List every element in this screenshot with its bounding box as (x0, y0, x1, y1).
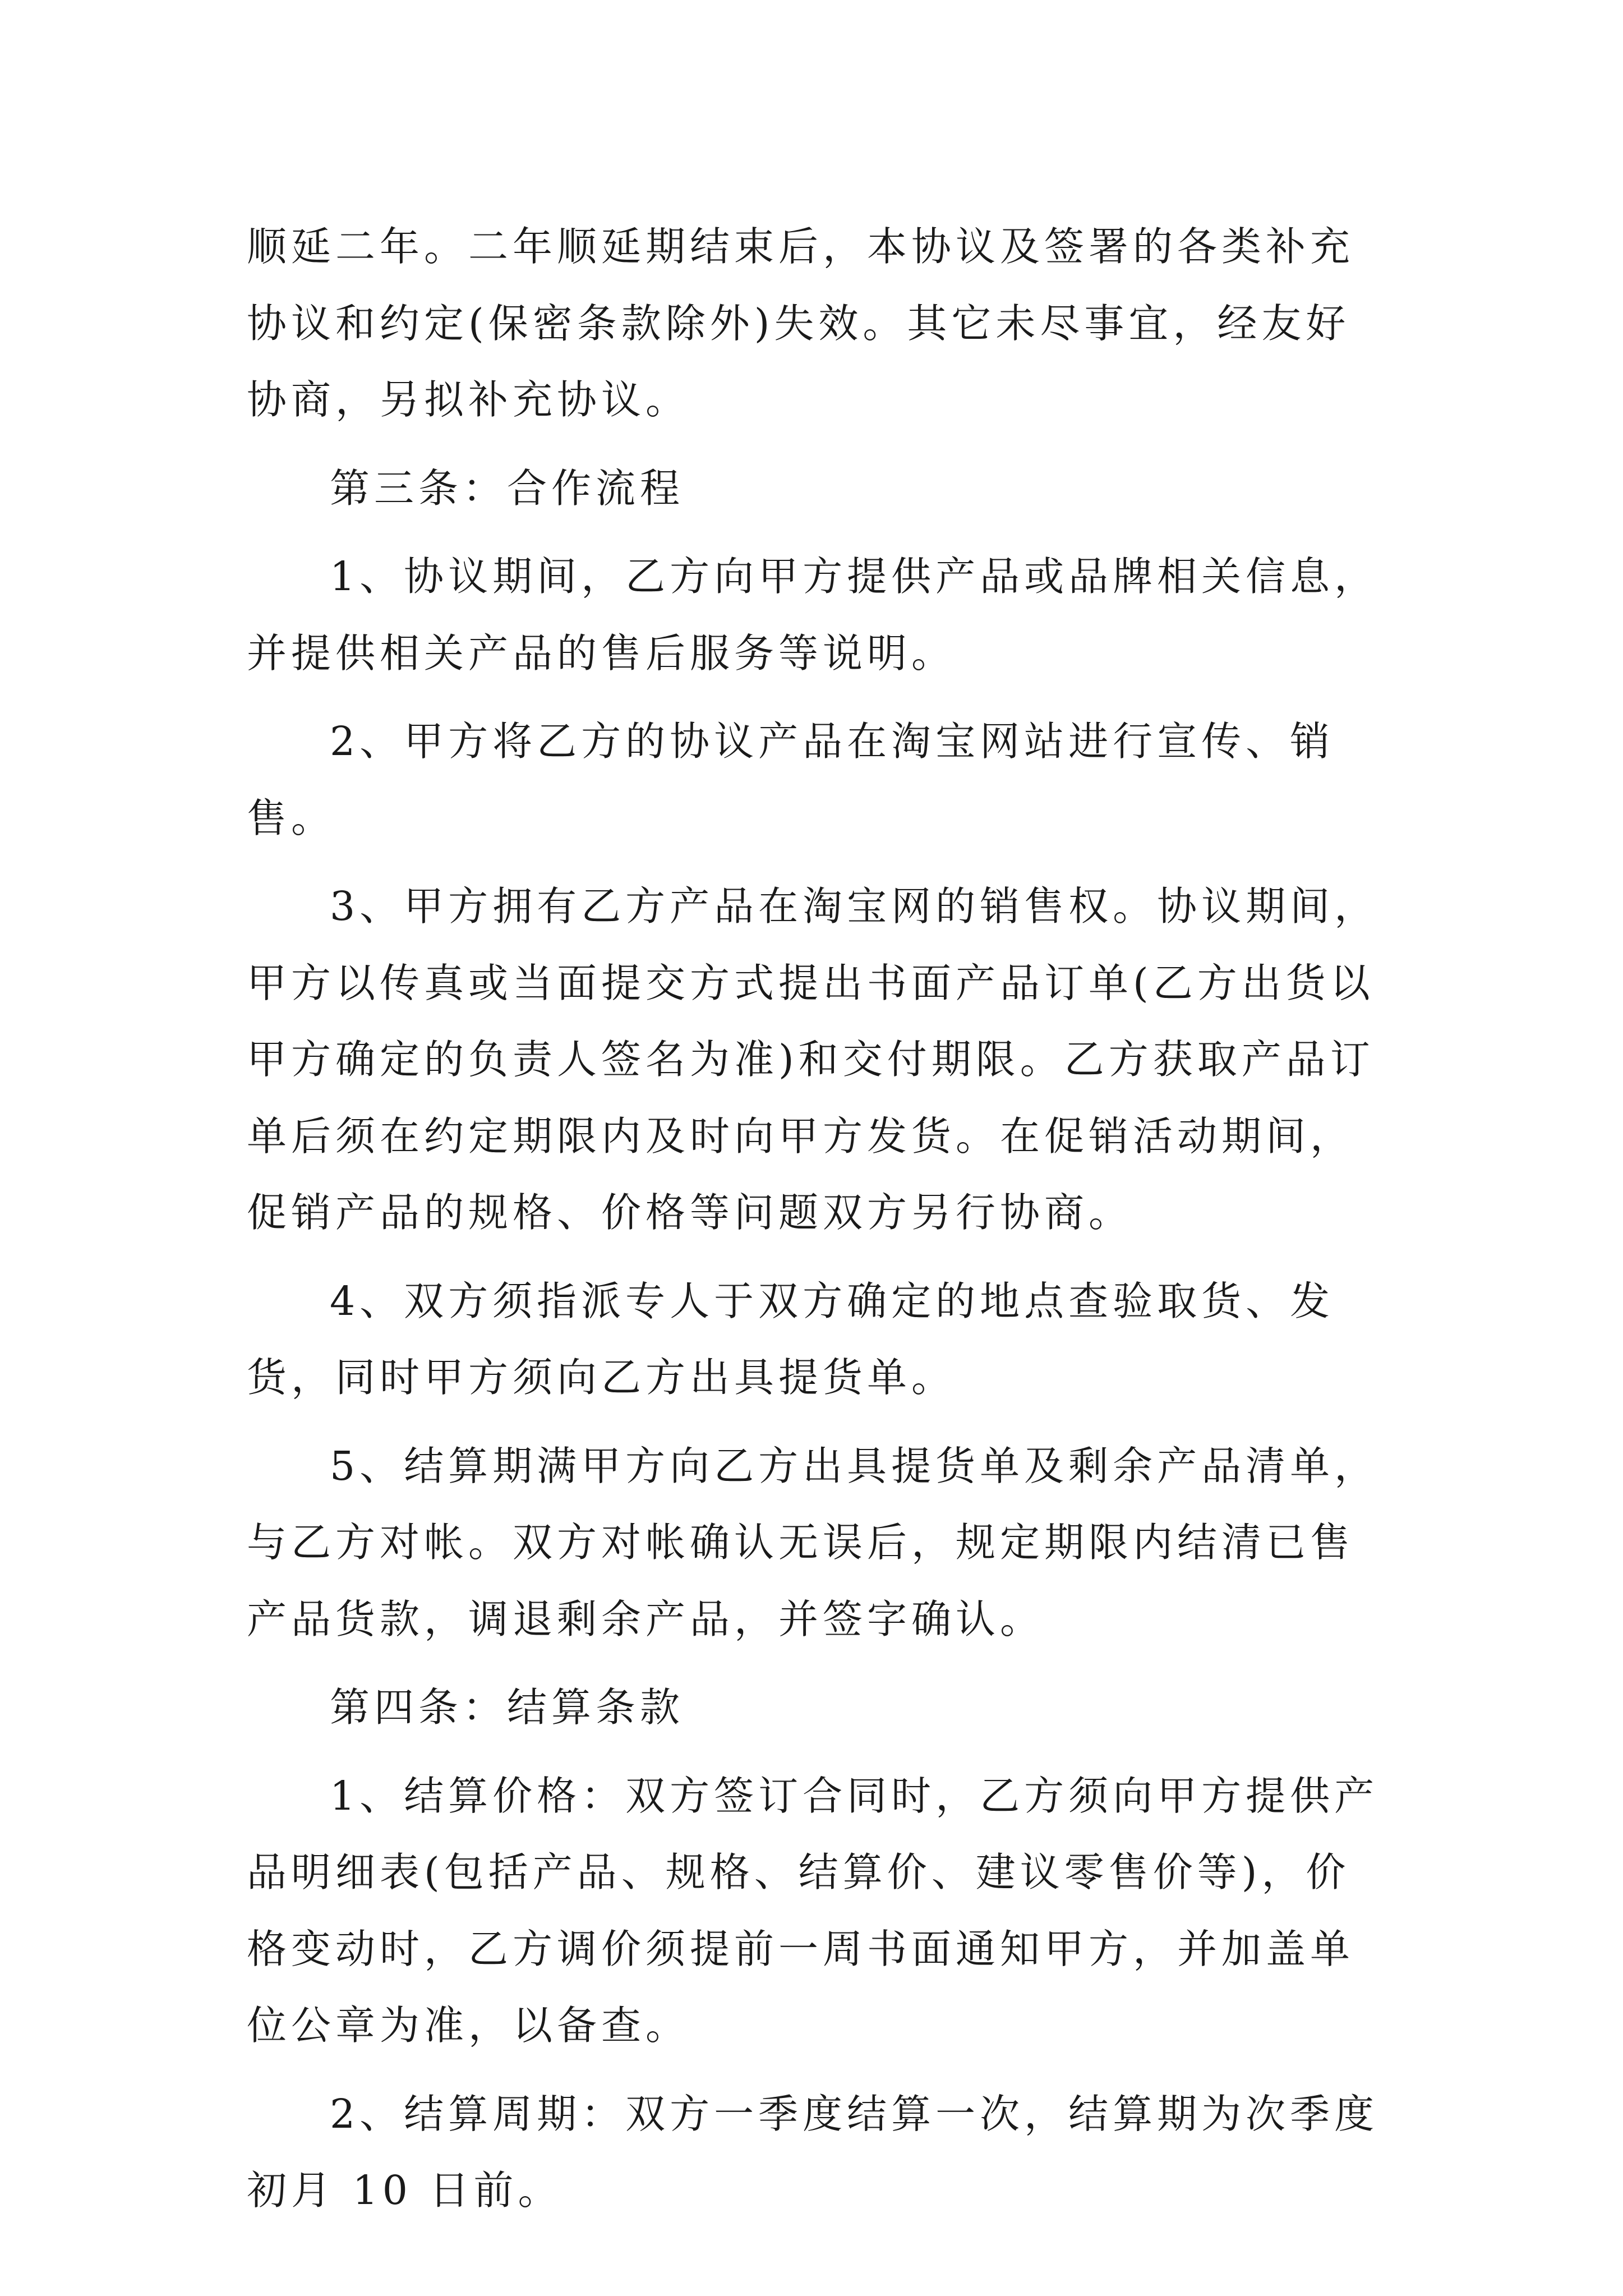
paragraph-3-4: 4、双方须指派专人于双方确定的地点查验取货、发货，同时甲方须向乙方出具提货单。 (247, 1277, 1335, 1401)
document-body (247, 209, 1391, 2241)
section-heading-article-4: 第四条：结算条款 (330, 1684, 685, 1731)
paragraph-3-1: 1、协议期间，乙方向甲方提供产品或品牌相关信息，并提供相关产品的售后服务等说明。 (247, 553, 1379, 677)
paragraph-3-3: 3、甲方拥有乙方产品在淘宝网的销售权。协议期间，甲方以传真或当面提交方式提出书面产品订单(乙方出货以甲方确定的负责人签名为准)和交付期限。乙方获取产品订单后须在约定期限内及时向甲方发货。在促销活动期间，促销产品的规格、价格等问题双方另行协商。 (247, 883, 1379, 1236)
paragraph-continuation: 顺延二年。二年顺延期结束后，本协议及签署的各类补充协议和约定(保密条款除外)失效。其它未尽事宜，经友好协商，另拟补充协议。 (247, 223, 1355, 423)
section-heading-article-3: 第三条：合作流程 (330, 464, 685, 512)
paragraph-4-1: 1、结算价格：双方签订合同时，乙方须向甲方提供产品明细表(包括产品、规格、结算价、建议零售价等)，价格变动时，乙方调价须提前一周书面通知甲方，并加盖单位公章为准，以备查。 (247, 1772, 1379, 2049)
paragraph-4-2: 2、结算周期：双方一季度结算一次，结算期为次季度初月 10 日前。 (247, 2090, 1379, 2214)
paragraph-3-5: 5、结算期满甲方向乙方出具提货单及剩余产品清单，与乙方对帐。双方对帐确认无误后，规定期限内结清已售产品货款，调退剩余产品，并签字确认。 (247, 1442, 1379, 1642)
paragraph-3-2: 2、甲方将乙方的协议产品在淘宝网站进行宣传、销售。 (247, 718, 1335, 841)
